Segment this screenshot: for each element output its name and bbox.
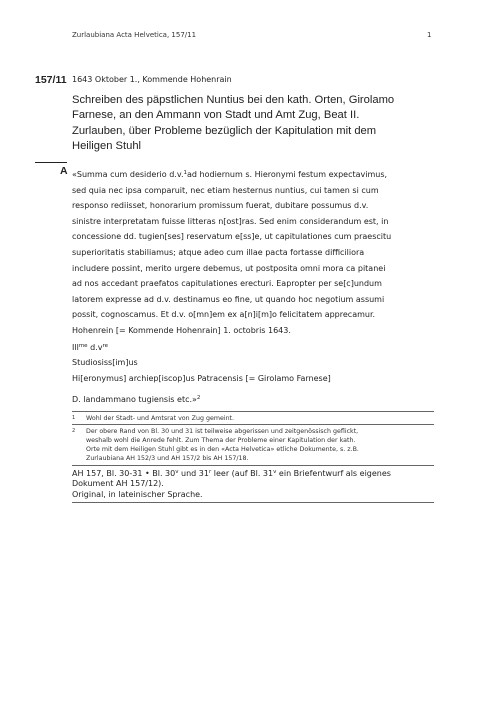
title-line: Zurlauben, über Probleme bezüglich der Kapitulation mit dem [72,124,377,137]
title-line: Heiligen Stuhl [72,140,142,153]
footnote-ref[interactable]: 2 [196,395,201,402]
superscript: me [78,342,88,349]
source-line: Original, in lateinischer Sprache. [72,489,203,499]
superscript: r [208,469,212,475]
running-header: Zurlaubiana Acta Helvetica, 157/11 [72,31,197,39]
closing-line [72,339,442,356]
superscript: re [102,342,108,349]
text-line: latorem expresse ad d.v. destinamus eo fine, ut quando hoc negotium assumi [72,294,385,304]
footnote-line: Zurlaubiana AH 152/3 und AH 157/2 bis AH 157/18. [86,455,249,462]
text-segment: «Summa cum desiderio d.v. [72,170,184,179]
text-line [72,166,442,183]
superscript: v [273,469,277,475]
section-divider [35,162,67,163]
text-line: ad nos accedant praefatos capitulationes erecturi. Eapropter per se[c]undum [72,279,382,289]
footnote-line: weshalb wohl die Anrede fehlt. Zum Thema der Probleme einer Kapitulation der kath. [86,437,356,444]
text-marker: A [60,165,68,177]
signature-line: Hi[eronymus] archiep[iscop]us Patracensis [= Girolamo Farnese] [72,373,331,383]
text-segment: Ill [72,342,79,352]
text-segment: D. landammano tugiensis etc.» [72,395,197,405]
footnote-text [86,427,434,463]
source-divider [72,465,434,466]
footnote-ref[interactable]: 1 [183,170,187,176]
footnote-text [86,414,434,423]
address-line [72,391,442,408]
document-number-main: 157 [35,74,53,86]
source-line: Dokument AH 157/12). [72,479,164,489]
title-line: Farnese, an den Ammann von Stadt und Amt Zug, Beat II. [72,109,360,122]
document-number-sub: 11 [55,74,67,86]
footnote [72,414,434,423]
text-line: sinistre interpretatam fuisse litteras n[ost]ras. Sed enim considerandum est, in [72,216,389,226]
source-divider [72,502,434,503]
footnote-line: Wohl der Stadt- und Amtsrat von Zug gemeint. [86,415,235,422]
text-segment: leer (auf Bl. 31 [211,469,274,478]
title-line: Schreiben des päpstlichen Nuntius bei den kath. Orten, Girolamo [72,94,395,106]
text-line: responso rediisset, honorarium promissum fuerat, dubitare possumus d.v. [72,201,369,211]
text-line: sed quia nec ipsa comparuit, nec etiam hesternus nuntius, cui tamen si cum [72,185,379,195]
text-segment: AH 157, Bl. 30-31 • Bl. 30 [72,469,176,478]
document-date-place: 1643 Oktober 1., Kommende Hohenrain [72,75,232,84]
text-segment: ein Briefentwurf als eigenes [276,469,391,478]
source-line [72,467,434,479]
text-line: superioritatis stabiliamus; atque adeo cum illae pacta fortasse difficiliora [72,247,365,257]
text-line: concessione dd. tugien[ses] reservatum e[ss]e, ut capitulationes cum praescitu [72,232,392,242]
text-segment: und 31 [178,469,209,478]
text-segment: ad hodiernum s. Hieronymi festum expectavimus, [187,170,388,179]
closing-line: Studiosiss[im]us [72,358,138,368]
document-number [35,74,67,86]
letter-text [72,166,442,408]
footnote-line: Orte mit dem Heiligen Stuhl gibt es in den «Acta Helvetica» etliche Dokumente, s. z.B. [86,446,359,453]
footnote-number: 1 [72,415,76,421]
source-note [72,467,434,500]
page-number: 1 [427,31,432,39]
footnote-divider [72,424,434,425]
footnote [72,427,434,463]
text-line: includere possint, merito urgere debemus, ut postposita omni mora ca pitanei [72,263,386,273]
footnote-number: 2 [72,428,76,434]
document-title [72,93,432,155]
text-segment: d.v [87,342,103,352]
text-line: possit, cognoscamus. Et d.v. o[mn]em ex a[n]i[m]o felicitatem apprecamur. [72,310,376,320]
text-line: Hohenrein [= Kommende Hohenrain] 1. octobris 1643. [72,325,291,335]
footnote-line: Der obere Rand von Bl. 30 und 31 ist teilweise abgerissen und zeitgenössisch geflickt, [86,428,359,435]
footnote-divider [72,411,434,412]
superscript: v [175,469,179,475]
document-number-slash: / [52,74,56,86]
